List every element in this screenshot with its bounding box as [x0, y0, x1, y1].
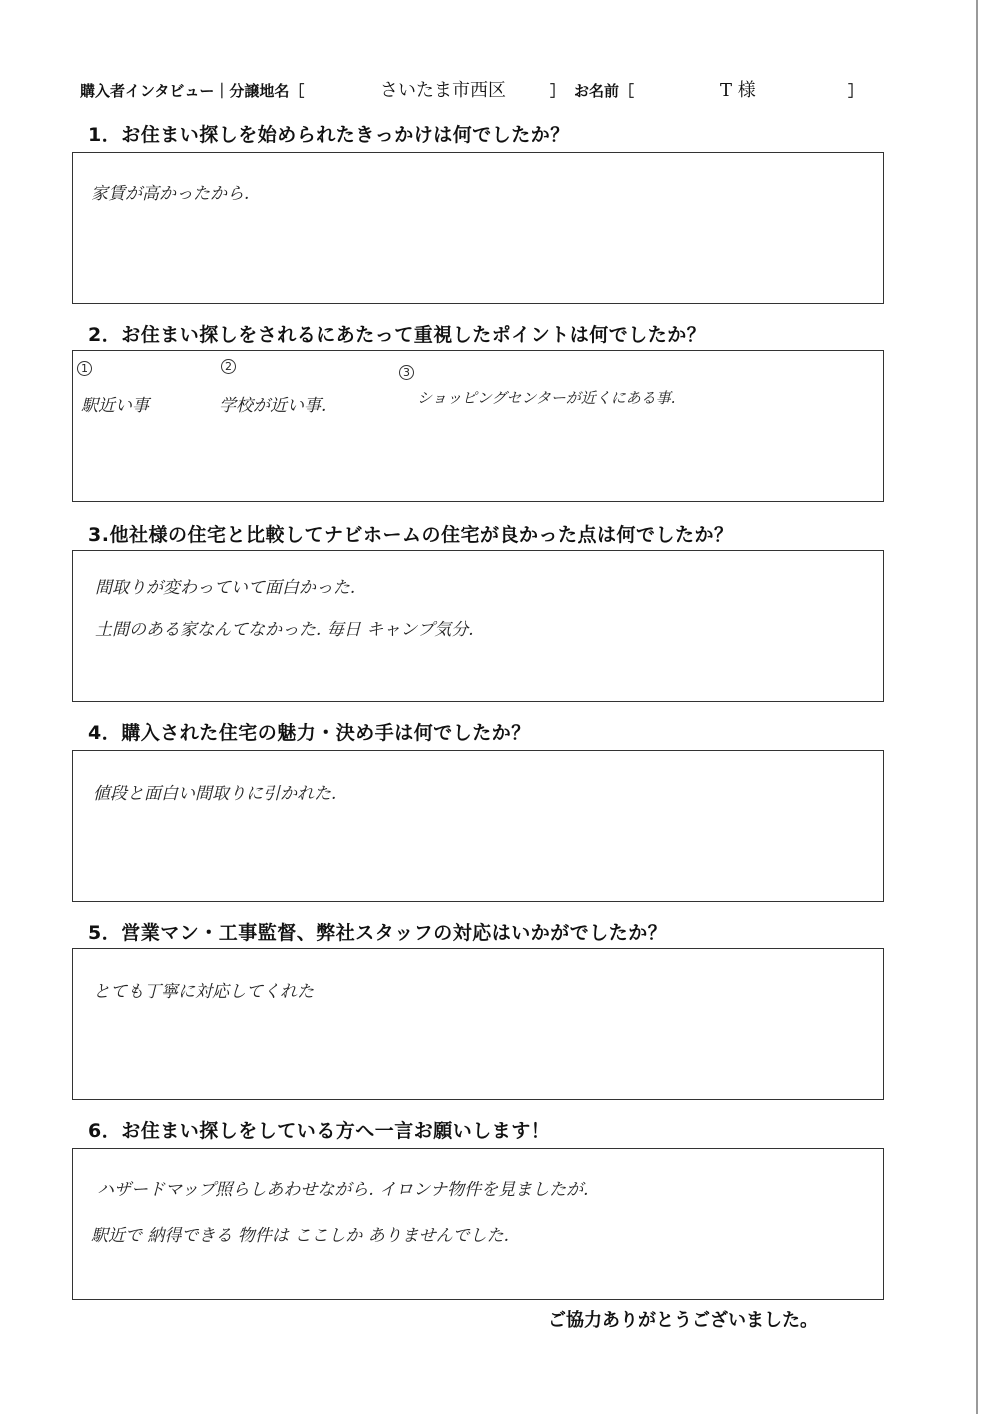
answer-box-6 — [72, 1148, 884, 1300]
form-header — [80, 76, 880, 104]
form-label: 購入者インタビュー｜分譲地名［ — [80, 82, 305, 100]
answer-4-line-1: 値段と面白い間取りに引かれた. — [93, 784, 337, 804]
name-label: お名前［ — [574, 82, 635, 100]
answer-5-line-1: とても丁寧に対応してくれた — [93, 982, 314, 1002]
thanks-message: ご協力ありがとうございました。 — [548, 1310, 818, 1331]
point-1-text: 駅近い事 — [81, 396, 149, 416]
point-3-number: 3 — [399, 365, 414, 380]
answer-box-2 — [72, 350, 884, 502]
answer-3-line-1: 間取りが変わっていて面白かった. — [95, 578, 356, 598]
point-2-number: 2 — [221, 359, 236, 374]
question-5: 5．営業マン・工事監督、弊社スタッフの対応はいかがでしたか？ — [88, 922, 668, 944]
point-3-text: ショッピングセンターが近くにある事. — [417, 389, 676, 407]
point-2-text: 学校が近い事. — [219, 396, 327, 416]
scan-edge-line — [976, 0, 978, 1414]
answer-6-line-1: ハザードマップ照らしあわせながら. イロンナ物件を見ましたが. — [97, 1180, 589, 1200]
answer-box-3 — [72, 550, 884, 702]
close-bracket: ］ — [550, 82, 566, 100]
close-bracket: ］ — [848, 82, 864, 100]
answer-6-line-2: 駅近で 納得できる 物件は ここしか ありませんでした. — [91, 1226, 510, 1246]
customer-name: T 様 — [720, 80, 756, 101]
answer-box-4 — [72, 750, 884, 902]
question-4: 4．購入された住宅の魅力・決め手は何でしたか？ — [88, 722, 531, 744]
answer-box-1 — [72, 152, 884, 304]
question-2: 2．お住まい探しをされるにあたって重視したポイントは何でしたか？ — [88, 324, 707, 346]
question-6: 6．お住まい探しをしている方へ一言お願いします！ — [88, 1120, 551, 1142]
point-1-number: 1 — [77, 361, 92, 376]
site-name: さいたま市西区 — [380, 80, 506, 101]
question-1: 1．お住まい探しを始められたきっかけは何でしたか？ — [88, 124, 570, 146]
answer-3-line-2: 土間のある家なんてなかった. 毎日 キャンプ気分. — [95, 620, 474, 640]
answer-box-5 — [72, 948, 884, 1100]
question-3: 3.他社様の住宅と比較してナビホームの住宅が良かった点は何でしたか？ — [88, 524, 734, 546]
answer-1-line-1: 家賃が高かったから. — [91, 184, 250, 204]
